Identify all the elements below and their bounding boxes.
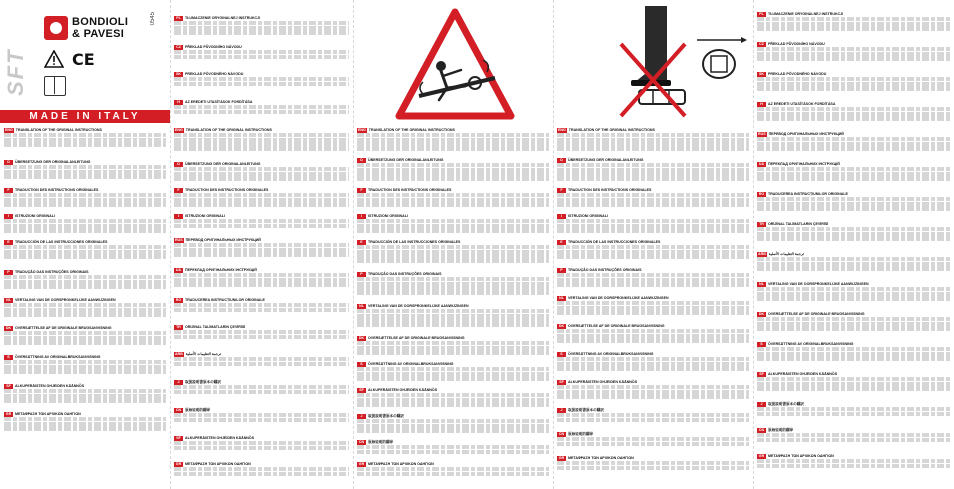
translation-block bbox=[4, 160, 166, 179]
language-code: H bbox=[174, 100, 183, 105]
translation-block bbox=[557, 456, 749, 470]
block-heading: ПЕРЕВОД ОРИГИНАЛЬНЫХ ИНСТРУКЦИЙ bbox=[185, 238, 261, 242]
block-heading: TRADUCCIÓN DE LAS INSTRUCCIONES ORIGINALES bbox=[568, 240, 661, 244]
block-heading: AZ EREDETI UTASÍTÁSOK FORDÍTÁSA bbox=[185, 100, 253, 104]
translation-block bbox=[174, 352, 349, 366]
language-code: GR bbox=[5, 412, 12, 416]
block-heading: ПЕРЕКЛАД ОРИГІНАЛЬНИХ ІНСТРУКЦІЙ bbox=[768, 162, 840, 166]
brand-name bbox=[72, 16, 128, 40]
translation-block bbox=[757, 312, 950, 331]
language-code: F bbox=[174, 188, 183, 193]
brand-line-2: & PAVESI bbox=[72, 28, 125, 40]
translation-block bbox=[757, 252, 950, 271]
translation-block bbox=[4, 298, 166, 317]
translation-block bbox=[174, 16, 349, 35]
translation-block bbox=[357, 440, 549, 454]
block-heading: 取扱説明書原本の翻訳 bbox=[568, 408, 604, 412]
language-code: NL bbox=[757, 282, 766, 287]
language-code: ENG bbox=[358, 128, 366, 132]
translation-block bbox=[357, 362, 549, 381]
translation-block bbox=[4, 188, 166, 207]
language-code: F bbox=[4, 188, 13, 193]
translation-block bbox=[357, 414, 549, 433]
block-heading: ΜΕΤΑΦΡΑΣΗ ΤΩΝ ΑΡΧΙΚΩΝ ΟΔΗΓΙΩΝ bbox=[368, 462, 434, 466]
language-code: NL bbox=[357, 304, 366, 309]
block-heading: TŁUMACZENIE ORYGINALNEJ INSTRUKCJI bbox=[185, 16, 261, 20]
translation-block bbox=[357, 388, 549, 407]
translation-block bbox=[174, 408, 349, 422]
block-heading: ΜΕΤΑΦΡΑΣΗ ΤΩΝ ΑΡΧΙΚΩΝ ΟΔΗΓΙΩΝ bbox=[185, 462, 251, 466]
translation-block bbox=[557, 380, 749, 399]
block-heading: OVERSÆTTELSE AF DE ORIGINALE BRUGSANVISNING bbox=[15, 326, 112, 330]
language-code: J bbox=[174, 380, 183, 385]
block-heading: 原始说明的翻译 bbox=[185, 408, 211, 412]
language-code: J bbox=[357, 414, 366, 419]
block-heading: 原始说明的翻译 bbox=[368, 440, 394, 444]
translation-block bbox=[357, 214, 549, 233]
translation-block bbox=[4, 355, 166, 374]
block-heading: TŁUMACZENIE ORYGINALNEJ INSTRUKCJI bbox=[768, 12, 844, 16]
block-heading: PREKLAD PÔVODNÉHO NÁVODU bbox=[185, 72, 244, 76]
block-heading: OVERSÆTTELSE AF DE ORIGINALE BRUGSANVISNING bbox=[568, 324, 665, 328]
language-code: CN bbox=[758, 428, 765, 432]
made-in-italy-banner: MADE IN ITALY bbox=[0, 110, 170, 123]
block-heading: OVERSÆTTELSE AF DE ORIGINALE BRUGSANVISNING bbox=[368, 336, 465, 340]
ce-mark: CE bbox=[72, 50, 95, 69]
translation-block bbox=[757, 72, 950, 91]
translation-block bbox=[174, 325, 349, 339]
translation-block bbox=[357, 336, 549, 355]
text-panel-4 bbox=[553, 0, 753, 489]
translation-block bbox=[557, 352, 749, 371]
language-code: P bbox=[4, 270, 13, 275]
language-code: E bbox=[557, 240, 566, 245]
language-code: SF bbox=[757, 372, 766, 377]
language-code: D bbox=[357, 158, 366, 163]
language-code: ENG bbox=[558, 128, 566, 132]
block-heading: 原始说明的翻译 bbox=[568, 432, 594, 436]
brand-logo-icon bbox=[44, 16, 68, 40]
language-code: S bbox=[557, 352, 566, 357]
translation-block bbox=[557, 268, 749, 287]
language-code: D bbox=[174, 162, 183, 167]
translation-block bbox=[174, 128, 349, 151]
language-code: RUS bbox=[175, 238, 183, 242]
language-code: F bbox=[357, 188, 366, 193]
translation-block bbox=[557, 296, 749, 315]
block-heading: ISTRUZIONI ORIGINALI bbox=[568, 214, 608, 218]
block-heading: PŘEKLAD PŮVODNÍHO NÁVODU bbox=[768, 42, 825, 46]
block-heading: ÜBERSETZUNG DER ORIGINALANLEITUNG bbox=[568, 158, 644, 162]
block-heading: TRADUCCIÓN DE LAS INSTRUCCIONES ORIGINALES bbox=[368, 240, 461, 244]
translation-block bbox=[4, 214, 166, 233]
language-code: H bbox=[757, 102, 766, 107]
block-heading: ΜΕΤΑΦΡΑΣΗ ΤΩΝ ΑΡΧΙΚΩΝ ΟΔΗΓΙΩΝ bbox=[568, 456, 634, 460]
language-code: J bbox=[757, 402, 766, 407]
translation-block bbox=[557, 188, 749, 207]
translation-block bbox=[757, 342, 950, 361]
block-heading: TRANSLATION OF THE ORIGINAL INSTRUCTIONS bbox=[15, 128, 102, 132]
translation-block bbox=[174, 45, 349, 59]
warning-triangle-icon bbox=[44, 50, 64, 68]
language-code: PL bbox=[174, 16, 183, 21]
block-heading: PŘEKLAD PŮVODNÍHO NÁVODU bbox=[185, 45, 242, 49]
block-heading: TRANSLATION OF THE ORIGINAL INSTRUCTIONS bbox=[185, 128, 272, 132]
block-heading: TRADUCCIÓN DE LAS INSTRUCCIONES ORIGINALES bbox=[15, 240, 108, 244]
block-heading: ΜΕΤΑΦΡΑΣΗ ΤΩΝ ΑΡΧΙΚΩΝ ΟΔΗΓΙΩΝ bbox=[15, 412, 81, 416]
translation-block bbox=[557, 128, 749, 151]
block-heading: TRADUCEREA INSTRUCȚIUNILOR ORIGINALE bbox=[185, 298, 265, 302]
translation-block bbox=[357, 304, 549, 327]
block-heading: 取扱説明書原本の翻訳 bbox=[368, 414, 404, 418]
language-code: SF bbox=[357, 388, 366, 393]
block-heading: ΜΕΤΑΦΡΑΣΗ ΤΩΝ ΑΡΧΙΚΩΝ ΟΔΗΓΙΩΝ bbox=[768, 454, 834, 458]
language-code: PL bbox=[757, 12, 766, 17]
brand-line-1: BONDIOLI bbox=[72, 16, 129, 28]
language-code: I bbox=[557, 214, 566, 219]
language-code: E bbox=[357, 240, 366, 245]
block-heading: ORİJİNAL TALİMATLARIN ÇEVİRİSİ bbox=[768, 222, 829, 226]
block-heading: VERTALING VAN DE OORSPRONKELIJKE AANWIJZINGEN bbox=[568, 296, 669, 300]
translation-block bbox=[757, 428, 950, 442]
block-heading: TRADUCTION DES INSTRUCTIONS ORIGINALES bbox=[15, 188, 99, 192]
translation-block bbox=[757, 132, 950, 151]
block-heading: TRADUÇÃO DAS INSTRUÇÕES ORIGINAIS bbox=[368, 272, 442, 276]
language-code: SF bbox=[557, 380, 566, 385]
block-heading: TRADUCTION DES INSTRUCTIONS ORIGINALES bbox=[368, 188, 452, 192]
block-heading: VERTALING VAN DE OORSPRONKELIJKE AANWIJZINGEN bbox=[15, 298, 116, 302]
translation-block bbox=[174, 214, 349, 228]
language-code: NL bbox=[4, 298, 13, 303]
language-code: CZ bbox=[174, 45, 183, 50]
block-heading: TRADUCEREA INSTRUCȚIUNILOR ORIGINALE bbox=[768, 192, 848, 196]
language-code: SK bbox=[759, 72, 764, 76]
translation-block bbox=[174, 298, 349, 312]
block-heading: ISTRUZIONI ORIGINALI bbox=[185, 214, 225, 218]
block-heading: ÜBERSETZUNG DER ORIGINALANLEITUNG bbox=[185, 162, 261, 166]
block-heading: TRANSLATION OF THE ORIGINAL INSTRUCTIONS bbox=[568, 128, 655, 132]
translation-block bbox=[557, 158, 749, 181]
brand-logo bbox=[44, 14, 144, 44]
language-code: UA bbox=[758, 162, 765, 166]
language-code: CZ bbox=[757, 42, 766, 47]
read-manual-icon bbox=[44, 76, 66, 96]
translation-block bbox=[757, 282, 950, 301]
block-heading: ISTRUZIONI ORIGINALI bbox=[368, 214, 408, 218]
block-heading: 原始说明的翻译 bbox=[768, 428, 794, 432]
translation-block bbox=[174, 268, 349, 287]
translation-block bbox=[557, 324, 749, 343]
block-heading: TRADUÇÃO DAS INSTRUÇÕES ORIGINAIS bbox=[568, 268, 642, 272]
language-code: DK bbox=[558, 324, 565, 328]
language-code: TR bbox=[757, 222, 766, 227]
translation-block bbox=[4, 384, 166, 403]
translation-block bbox=[357, 158, 549, 181]
translation-block bbox=[357, 128, 549, 151]
language-code: I bbox=[357, 214, 366, 219]
translation-block bbox=[557, 408, 749, 422]
translation-block bbox=[4, 128, 166, 147]
translation-block bbox=[757, 12, 950, 31]
language-code: S bbox=[357, 362, 366, 367]
language-code: UA bbox=[175, 268, 182, 272]
language-code: RO bbox=[175, 298, 182, 302]
language-code: SF bbox=[174, 436, 183, 441]
language-code: DK bbox=[358, 336, 365, 340]
language-code: E bbox=[4, 240, 13, 245]
block-heading: ترجمة التعليمات الأصلية bbox=[185, 352, 222, 356]
block-heading: ترجمة التعليمات الأصلية bbox=[768, 252, 805, 256]
block-heading: ÖVERSÄTTNING AV ORIGINALBRUKSANVISNING bbox=[768, 342, 854, 346]
block-heading: ALKUPERÄISTEN OHJEIDEN KÄÄNNÖS bbox=[15, 384, 85, 388]
translation-block bbox=[757, 42, 950, 61]
translation-block bbox=[174, 100, 349, 114]
block-heading: ПЕРЕВОД ОРИГИНАЛЬНЫХ ИНСТРУКЦИЙ bbox=[768, 132, 844, 136]
block-heading: VERTALING VAN DE OORSPRONKELIJKE AANWIJZINGEN bbox=[368, 304, 469, 308]
language-code: ENG bbox=[5, 128, 13, 132]
block-heading: ISTRUZIONI ORIGINALI bbox=[15, 214, 55, 218]
language-code: SF bbox=[4, 384, 13, 389]
translation-block bbox=[757, 162, 950, 181]
language-code: ARB bbox=[758, 252, 766, 256]
language-code: D bbox=[557, 158, 566, 163]
block-heading: 取扱説明書原本の翻訳 bbox=[768, 402, 804, 406]
block-heading: TRANSLATION OF THE ORIGINAL INSTRUCTIONS bbox=[368, 128, 455, 132]
language-code: GR bbox=[175, 462, 182, 466]
translation-block bbox=[757, 222, 950, 241]
translation-block bbox=[757, 454, 950, 468]
translation-block bbox=[174, 462, 349, 476]
translation-block bbox=[174, 72, 349, 86]
sft-logo-text: SFT bbox=[3, 48, 28, 96]
block-heading: ALKUPERÄISTEN OHJEIDEN KÄÄNNÖS bbox=[768, 372, 838, 376]
document-code: 0545 bbox=[150, 12, 156, 26]
language-code: S bbox=[757, 342, 766, 347]
translation-block bbox=[757, 102, 950, 121]
language-code: GR bbox=[758, 454, 765, 458]
language-code: GR bbox=[358, 462, 365, 466]
language-code: F bbox=[557, 188, 566, 193]
language-code: RO bbox=[758, 192, 765, 196]
block-heading: ПЕРЕКЛАД ОРИГІНАЛЬНИХ ІНСТРУКЦІЙ bbox=[185, 268, 257, 272]
block-heading: ORİJİNAL TALİMATLARIN ÇEVİRİSİ bbox=[185, 325, 246, 329]
language-code: SK bbox=[176, 72, 181, 76]
translation-block bbox=[757, 402, 950, 416]
text-panel-2 bbox=[170, 0, 353, 489]
language-code: J bbox=[557, 408, 566, 413]
translation-block bbox=[357, 240, 549, 263]
language-code: ARB bbox=[175, 352, 183, 356]
translation-block bbox=[557, 214, 749, 233]
language-code: I bbox=[4, 214, 13, 219]
translation-block bbox=[174, 188, 349, 207]
language-code: P bbox=[357, 272, 366, 277]
translation-block bbox=[174, 238, 349, 257]
block-heading: ALKUPERÄISTEN OHJEIDEN KÄÄNNÖS bbox=[568, 380, 638, 384]
language-code: D bbox=[4, 160, 13, 165]
translation-block bbox=[357, 272, 549, 295]
translation-block bbox=[757, 192, 950, 211]
block-heading: AZ EREDETI UTASÍTÁSOK FORDÍTÁSA bbox=[768, 102, 836, 106]
block-heading: TRADUCTION DES INSTRUCTIONS ORIGINALES bbox=[568, 188, 652, 192]
block-heading: ÜBERSETZUNG DER ORIGINALANLEITUNG bbox=[368, 158, 444, 162]
language-code: DK bbox=[5, 326, 12, 330]
translation-block bbox=[174, 380, 349, 394]
language-code: I bbox=[174, 214, 183, 219]
text-panel-3 bbox=[353, 0, 553, 489]
language-code: DK bbox=[758, 312, 765, 316]
block-heading: ALKUPERÄISTEN OHJEIDEN KÄÄNNÖS bbox=[185, 436, 255, 440]
block-heading: ÜBERSETZUNG DER ORIGINALANLEITUNG bbox=[15, 160, 91, 164]
language-code: S bbox=[4, 355, 13, 360]
block-heading: 取扱説明書原本の翻訳 bbox=[185, 380, 221, 384]
block-heading: ALKUPERÄISTEN OHJEIDEN KÄÄNNÖS bbox=[368, 388, 438, 392]
translation-block bbox=[4, 240, 166, 259]
block-heading: TRADUÇÃO DAS INSTRUÇÕES ORIGINAIS bbox=[15, 270, 89, 274]
translation-block bbox=[557, 432, 749, 446]
block-heading: ÖVERSÄTTNING AV ORIGINALBRUKSANVISNING bbox=[568, 352, 654, 356]
block-heading: ÖVERSÄTTNING AV ORIGINALBRUKSANVISNING bbox=[15, 355, 101, 359]
translation-block bbox=[357, 462, 549, 476]
text-panel-5 bbox=[753, 0, 954, 489]
block-heading: VERTALING VAN DE OORSPRONKELIJKE AANWIJZINGEN bbox=[768, 282, 869, 286]
language-code: ENG bbox=[175, 128, 183, 132]
translation-block bbox=[174, 162, 349, 181]
translation-block bbox=[174, 436, 349, 450]
language-code: P bbox=[557, 268, 566, 273]
language-code: CN bbox=[175, 408, 182, 412]
language-code: NL bbox=[557, 296, 566, 301]
translation-block bbox=[357, 188, 549, 207]
translation-block bbox=[757, 372, 950, 391]
language-code: RUS bbox=[758, 132, 766, 136]
block-heading: TRADUCTION DES INSTRUCTIONS ORIGINALES bbox=[185, 188, 269, 192]
language-code: GR bbox=[558, 456, 565, 460]
language-code: CN bbox=[558, 432, 565, 436]
translation-block bbox=[557, 240, 749, 259]
translation-block bbox=[4, 326, 166, 345]
translation-block bbox=[4, 270, 166, 289]
block-heading: ÖVERSÄTTNING AV ORIGINALBRUKSANVISNING bbox=[368, 362, 454, 366]
language-code: TR bbox=[174, 325, 183, 330]
cover-panel bbox=[0, 0, 170, 489]
language-code: CN bbox=[358, 440, 365, 444]
translation-block bbox=[4, 412, 166, 431]
block-heading: OVERSÆTTELSE AF DE ORIGINALE BRUGSANVISNING bbox=[768, 312, 865, 316]
block-heading: PREKLAD PÔVODNÉHO NÁVODU bbox=[768, 72, 827, 76]
